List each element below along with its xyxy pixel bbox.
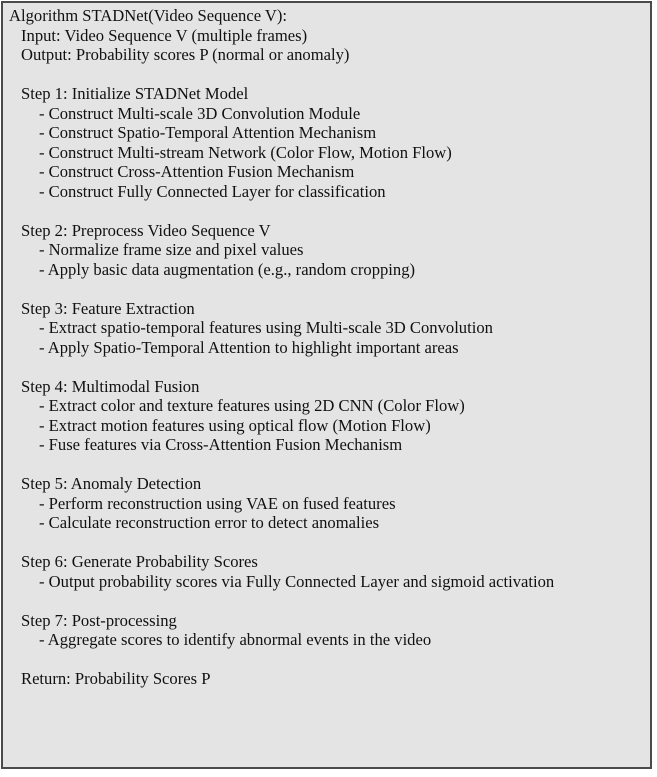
step-item: - Aggregate scores to identify abnormal events in the video <box>39 630 432 649</box>
step-item: - Calculate reconstruction error to detect anomalies <box>39 513 380 532</box>
step-item: - Fuse features via Cross-Attention Fusion Mechanism <box>39 435 403 454</box>
spacer <box>9 65 650 85</box>
step-2 <box>9 221 650 280</box>
step-title: Step 6: Generate Probability Scores <box>21 552 258 571</box>
algorithm-box <box>1 1 652 769</box>
step-item: - Construct Spatio-Temporal Attention Mechanism <box>39 123 377 142</box>
spacer <box>9 201 650 221</box>
spacer <box>9 650 650 670</box>
spacer <box>9 591 650 611</box>
step-6 <box>9 552 650 591</box>
step-4 <box>9 377 650 455</box>
step-item: - Apply basic data augmentation (e.g., random cropping) <box>39 259 416 279</box>
step-3 <box>9 299 650 358</box>
step-item: - Construct Multi-stream Network (Color Flow, Motion Flow) <box>39 142 452 162</box>
step-item: - Output probability scores via Fully Connected Layer and sigmoid activation <box>39 571 555 591</box>
step-title: Step 3: Feature Extraction <box>21 298 195 318</box>
step-title: Step 4: Multimodal Fusion <box>21 376 200 396</box>
step-item: - Construct Multi-scale 3D Convolution Module <box>39 103 361 123</box>
step-item: - Construct Fully Connected Layer for classification <box>39 181 386 201</box>
spacer <box>9 455 650 475</box>
spacer <box>9 357 650 377</box>
step-item: - Apply Spatio-Temporal Attention to highlight important areas <box>39 337 459 357</box>
step-item: - Perform reconstruction using VAE on fused features <box>39 493 396 513</box>
step-title: Step 1: Initialize STADNet Model <box>21 84 249 103</box>
step-1 <box>9 84 650 201</box>
spacer <box>9 533 650 553</box>
step-item: - Construct Cross-Attention Fusion Mechanism <box>39 162 355 181</box>
step-item: - Extract color and texture features using 2D CNN (Color Flow) <box>39 396 465 415</box>
algorithm-input: Input: Video Sequence V (multiple frames) <box>21 25 308 45</box>
step-item: - Extract spatio-temporal features using Multi-scale 3D Convolution <box>39 318 493 337</box>
step-item: - Extract motion features using optical flow (Motion Flow) <box>39 415 431 435</box>
algorithm-output: Output: Probability scores P (normal or anomaly) <box>21 45 350 64</box>
step-title: Step 2: Preprocess Video Sequence V <box>21 220 271 240</box>
step-7 <box>9 611 650 650</box>
step-title: Step 5: Anomaly Detection <box>21 474 202 493</box>
step-item: - Normalize frame size and pixel values <box>39 240 304 259</box>
spacer <box>9 279 650 299</box>
step-title: Step 7: Post-processing <box>21 610 177 630</box>
algorithm-return: Return: Probability Scores P <box>21 669 211 688</box>
algorithm-header: Algorithm STADNet(Video Sequence V): <box>9 6 288 25</box>
step-5 <box>9 474 650 533</box>
